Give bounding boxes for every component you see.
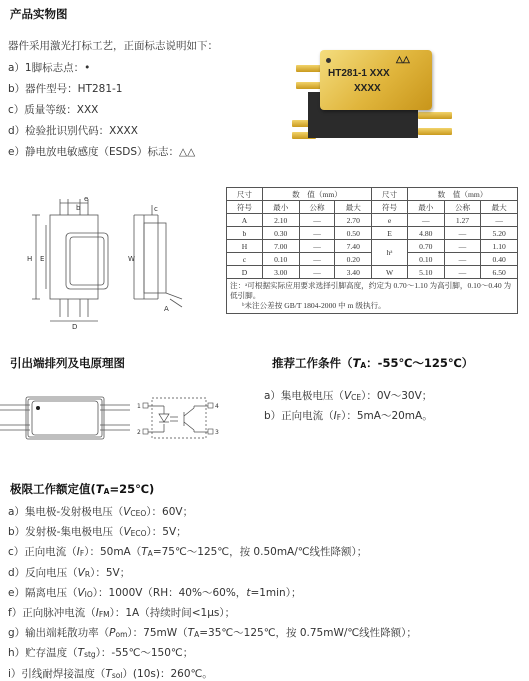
cell: —	[299, 266, 335, 279]
rating-post2: =75℃～125℃，按 0.50mA/℃线性降额）；	[152, 546, 368, 559]
cell: 1.27	[444, 214, 481, 227]
pin-4-label: 4	[215, 403, 219, 410]
cell: c	[227, 253, 263, 266]
cell: H	[227, 240, 263, 253]
table-note-2: ᵇ未注公差按 GB/T 1804-2000 中 m 级执行。	[242, 301, 386, 310]
rating-pre: b）发射极-集电极电压（	[8, 526, 124, 539]
conditions-title-suffix: ：-55℃～125℃）	[366, 356, 474, 370]
cell: D	[227, 266, 263, 279]
th-symbol-1: 符号	[227, 201, 263, 214]
rating-sub: R	[84, 569, 91, 579]
pinout-section-title: 引出端排列及电原理图	[10, 356, 125, 370]
rating-sub: FM	[98, 610, 110, 619]
rating-pre: a）集电极-发射极电压（	[8, 506, 124, 518]
dim-e-label: e	[84, 195, 89, 203]
rating-item-i	[8, 666, 213, 681]
cond-b-pre: b）正向电流（	[264, 410, 334, 422]
ratings-title-suffix: =25℃)	[109, 482, 155, 496]
conditions-section-title	[272, 355, 473, 371]
table-row	[227, 240, 518, 253]
rating-sub: stg	[84, 650, 96, 660]
cell: —	[299, 227, 335, 240]
cell: 7.40	[335, 240, 372, 253]
rating-sym2: T	[141, 546, 148, 559]
side-view-drawing	[128, 195, 208, 323]
cell: —	[299, 253, 335, 266]
rating-sub: om	[115, 630, 128, 640]
th-symbol-2: 符号	[372, 201, 408, 214]
rating-pre: c）正向电流（	[8, 546, 77, 559]
rating-item-g	[8, 625, 417, 640]
pin1-marker-icon	[36, 406, 40, 410]
schematic-diagram	[137, 390, 220, 450]
cell: —	[444, 266, 481, 279]
rating-pre: d）反向电压（	[8, 566, 78, 579]
conditions-title-ta: T	[352, 356, 361, 370]
cell: 0.40	[481, 253, 518, 266]
rating-post2: =1min）；	[250, 586, 302, 599]
ratings-title-prefix: 极限工作额定值(	[10, 482, 96, 496]
cell-h-merged: hᵃ	[372, 240, 408, 266]
lead-right-top	[418, 112, 452, 119]
cell: 0.10	[407, 253, 444, 266]
cell: 5.20	[481, 227, 518, 240]
cell: —	[444, 253, 481, 266]
th-size-1: 尺寸	[227, 188, 263, 201]
dim-e-cap-label: E	[40, 255, 45, 263]
cell: A	[227, 214, 263, 227]
cell: b	[227, 227, 263, 240]
cond-a-pre: a）集电极电压（	[264, 390, 344, 402]
top-view-drawing	[22, 195, 130, 333]
package-outline-drawing	[0, 385, 138, 451]
cell: E	[372, 227, 408, 240]
rating-item-h	[8, 645, 193, 660]
mark-item-d: d）检验批识别代码：XXXX	[8, 125, 138, 137]
rating-sub: sol	[111, 670, 123, 680]
cell: W	[372, 266, 408, 279]
rating-sym: V	[77, 586, 85, 599]
rating-pre: g）输出端耗散功率（	[8, 627, 110, 640]
rating-post: ）：1000V（RH：40%～60%，	[92, 586, 247, 599]
rating-item-c	[8, 544, 367, 559]
cell: 0.70	[407, 240, 444, 253]
dim-w-label: W	[128, 255, 135, 263]
th-size-2: 尺寸	[372, 188, 408, 201]
mark-item-c: c）质量等级：XXX	[8, 104, 99, 116]
rating-post: ）(10s)：260℃。	[122, 667, 213, 680]
rating-post: ）：75mW（	[127, 627, 188, 640]
product-photo	[290, 50, 455, 140]
rating-item-f	[8, 605, 235, 620]
cond-b-post: ）：5mA～20mA。	[341, 410, 433, 422]
rating-sym2: t	[246, 586, 251, 599]
cell: 1.10	[481, 240, 518, 253]
rating-sym: V	[77, 566, 85, 579]
dim-a-label: A	[164, 305, 169, 313]
rating-pre: e）隔离电压（	[8, 586, 78, 599]
rating-sym: V	[123, 526, 131, 539]
table-row	[227, 266, 518, 279]
rating-pre: h）贮存温度（	[8, 647, 78, 660]
cell: 5.10	[407, 266, 444, 279]
lead-right-bottom	[418, 128, 452, 135]
cell: 3.40	[335, 266, 372, 279]
cell: 6.50	[481, 266, 518, 279]
cell: 7.00	[262, 240, 299, 253]
photo-section-title: 产品实物图	[10, 7, 68, 21]
rating-post: ）：50mA（	[84, 546, 142, 559]
cell: 0.20	[335, 253, 372, 266]
cell: —	[407, 214, 444, 227]
rating-sub: IO	[84, 589, 93, 599]
pin-3-label: 3	[215, 429, 219, 436]
cond-a-sub: CE	[351, 393, 362, 402]
pin-1-box	[143, 403, 148, 408]
mark-item-e: e）静电放电敏感度（ESDS）标志：△△	[8, 146, 196, 158]
cell: e	[372, 214, 408, 227]
cell: —	[444, 227, 481, 240]
table-note	[227, 279, 518, 314]
cell: 4.80	[407, 227, 444, 240]
dim-c-label: c	[154, 205, 158, 213]
condition-item-b	[264, 408, 433, 423]
rating-sub2: A	[147, 549, 153, 559]
rating-item-b	[8, 524, 187, 539]
mark-item-a: a）1脚标志点：•	[8, 62, 91, 74]
pin1-dot-icon	[326, 58, 331, 63]
cond-b-sym: I	[333, 410, 337, 422]
rating-post: ）：1A（持续时间<1μs）；	[109, 607, 236, 619]
rating-sub2: A	[194, 630, 200, 640]
chip-mark-line2: XXXX	[354, 83, 381, 94]
dim-b-label: b	[76, 204, 81, 212]
rating-sym: I	[76, 546, 80, 559]
photo-intro: 器件采用激光打标工艺，正面标志说明如下：	[8, 40, 218, 52]
condition-item-a	[264, 388, 432, 403]
ratings-title-ta-sub: A	[103, 487, 110, 496]
pin-2-label: 2	[137, 429, 141, 436]
rating-post: ）：5V；	[146, 526, 187, 539]
dimension-table	[226, 187, 518, 314]
dim-d-label: D	[72, 323, 78, 331]
rating-post2: =35℃～125℃，按 0.75mW/℃线性降额）；	[199, 627, 417, 640]
table-note-1: 注：ᵃ可根据实际应用要求选择引脚高度，约定为 0.70～1.10 为高引脚，0.10～0.40 为低引脚。	[230, 281, 512, 300]
cell: 0.10	[262, 253, 299, 266]
cell: —	[481, 214, 518, 227]
rating-post: ）：5V；	[90, 566, 131, 579]
cell: —	[299, 240, 335, 253]
rating-sub: F	[79, 549, 85, 559]
th-nom-2: 公称	[444, 201, 481, 214]
cell: 2.10	[262, 214, 299, 227]
ratings-section-title	[10, 481, 154, 497]
th-max-1: 最大	[335, 201, 372, 214]
rating-post: ）：60V；	[146, 506, 194, 518]
chip-mark-line1: HT281-1 XXX	[328, 68, 390, 79]
rating-item-d	[8, 565, 130, 580]
pin-2-box	[143, 429, 148, 434]
cond-a-post: ）：0V～30V；	[361, 390, 433, 402]
pin-1-label: 1	[137, 403, 141, 410]
cell: 2.70	[335, 214, 372, 227]
table-row	[227, 214, 518, 227]
th-nom-1: 公称	[299, 201, 335, 214]
rating-sym2: T	[187, 627, 195, 640]
th-min-2: 最小	[407, 201, 444, 214]
pin-4-box	[208, 403, 213, 408]
rating-item-a	[8, 504, 193, 519]
cond-a-sym: V	[343, 390, 352, 402]
rating-sym: T	[105, 667, 112, 680]
rating-pre: f）正向脉冲电流（	[8, 607, 96, 619]
cell: —	[299, 214, 335, 227]
rating-post: ）：-55℃～150℃；	[95, 647, 194, 660]
ratings-title-ta: T	[95, 482, 104, 496]
th-max-2: 最大	[481, 201, 518, 214]
th-value-1: 数 值（mm）	[262, 188, 371, 201]
rating-sub: CEO	[130, 509, 147, 518]
th-min-1: 最小	[262, 201, 299, 214]
th-value-2: 数 值（mm）	[407, 188, 517, 201]
cell: 0.30	[262, 227, 299, 240]
rating-item-e	[8, 585, 301, 600]
cell: 3.00	[262, 266, 299, 279]
dim-h-label: H	[27, 255, 33, 263]
mark-item-b: b）器件型号：HT281-1	[8, 83, 123, 95]
rating-sym: I	[95, 607, 99, 619]
rating-sub: ECO	[130, 529, 147, 539]
cell: 0.50	[335, 227, 372, 240]
conditions-title-prefix: 推荐工作条件（	[272, 356, 353, 370]
esd-mark: △△	[396, 54, 410, 64]
table-row	[227, 227, 518, 240]
chip-top-face	[320, 50, 432, 110]
rating-sym: V	[123, 506, 131, 518]
rating-pre: i）引线耐焊接温度（	[8, 667, 106, 680]
rating-sym: P	[109, 627, 116, 640]
cond-b-sub: F	[336, 413, 342, 422]
cell: —	[444, 240, 481, 253]
rating-sym: T	[77, 647, 85, 660]
conditions-title-ta-sub: A	[360, 361, 367, 370]
pin-3-box	[208, 429, 213, 434]
